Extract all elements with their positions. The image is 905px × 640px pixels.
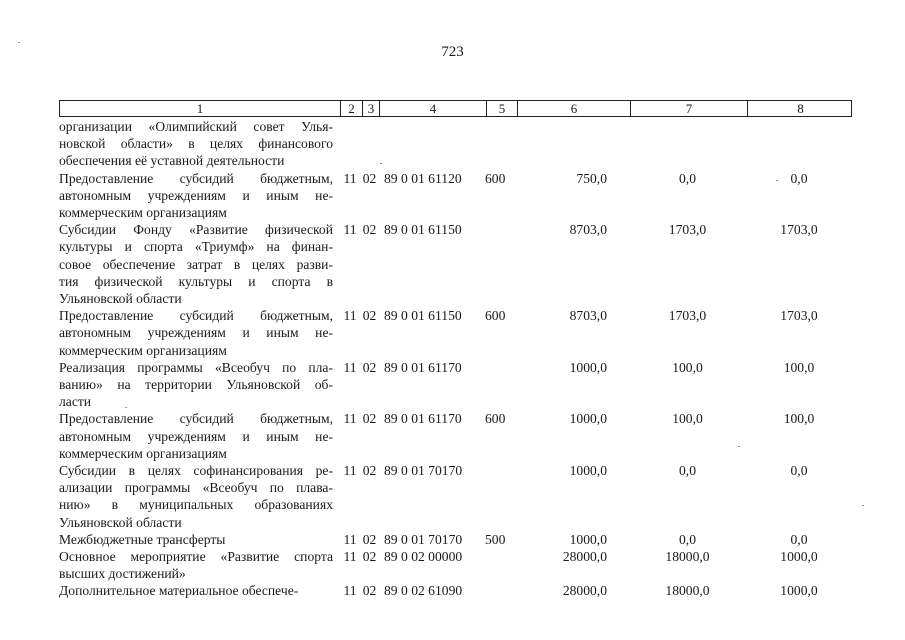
- table-body: [59, 117, 852, 600]
- cell-c2: 11: [343, 359, 357, 375]
- description-line: высших достижений»: [59, 566, 186, 582]
- cell-c7: 18000,0: [665, 549, 710, 565]
- cell-c7: 0,0: [679, 463, 696, 479]
- description-line: Реализация программы «Всеобуч по пла-: [59, 359, 333, 375]
- header-col-5: 5: [486, 101, 517, 116]
- header-col-4: 4: [379, 101, 486, 116]
- description-line: автономным учреждениям и иным не-: [59, 187, 333, 203]
- table-row: [59, 307, 852, 359]
- description-line: тия физической культуры и спорта в: [59, 273, 333, 289]
- cell-c5: 600: [485, 308, 506, 324]
- description-line: нию» в муниципальных образованиях: [59, 497, 333, 513]
- cell-c4: 89 0 01 70170: [384, 463, 463, 479]
- table-header: [59, 100, 852, 117]
- description-line: коммерческим организациям: [59, 342, 227, 358]
- description-line: коммерческим организациям: [59, 205, 227, 221]
- table-row: [59, 221, 852, 307]
- description-line: Субсидии Фонду «Развитие физической: [59, 222, 333, 238]
- cell-c3: [361, 118, 378, 170]
- row-description: [59, 170, 339, 222]
- description-line: ализации программы «Всеобуч по плава-: [59, 480, 333, 496]
- cell-c6: 8703,0: [569, 222, 607, 238]
- cell-c8: 1000,0: [780, 583, 818, 599]
- description-line: коммерческим организациям: [59, 445, 227, 461]
- header-col-6: 6: [517, 101, 630, 116]
- cell-c7: 1703,0: [668, 308, 707, 324]
- row-description: [59, 410, 339, 462]
- cell-c3: 02: [362, 583, 377, 599]
- cell-c4: 89 0 01 61150: [384, 308, 462, 324]
- description-line: Ульяновской области: [59, 291, 182, 307]
- cell-c8: 1703,0: [780, 308, 818, 324]
- cell-c3: 02: [362, 222, 377, 238]
- cell-c5: 600: [485, 411, 506, 427]
- header-col-1: 1: [196, 101, 204, 116]
- header-col-3: 3: [362, 101, 379, 116]
- cell-c6: 1000,0: [569, 463, 607, 479]
- row-description: [59, 359, 339, 411]
- row-description: [59, 462, 339, 531]
- cell-c2: [339, 118, 361, 170]
- table-row: [59, 462, 852, 531]
- cell-c6: 28000,0: [562, 549, 607, 565]
- row-description: [59, 531, 339, 548]
- cell-c7: 0,0: [679, 531, 696, 547]
- cell-c6: 1000,0: [569, 411, 607, 427]
- description-line: Субсидии в целях софинансирования ре-: [59, 463, 333, 479]
- cell-c6: 750,0: [576, 170, 607, 186]
- scan-speck: [380, 163, 382, 164]
- cell-c5: 500: [485, 531, 506, 547]
- cell-c2: 11: [343, 531, 357, 547]
- cell-c8: 1000,0: [780, 549, 818, 565]
- cell-c6: 28000,0: [562, 583, 607, 599]
- cell-c2: 11: [343, 170, 357, 186]
- cell-c3: 02: [362, 170, 377, 186]
- description-line: Ульяновской области: [59, 514, 182, 530]
- cell-c3: 02: [362, 549, 377, 565]
- cell-c4: 89 0 01 61150: [384, 222, 462, 238]
- table-row: [59, 531, 852, 548]
- cell-c4: [378, 118, 485, 170]
- scan-speck: [125, 407, 127, 408]
- cell-c7: 100,0: [672, 411, 703, 427]
- cell-c4: 89 0 02 61090: [384, 583, 463, 599]
- cell-c3: 02: [362, 411, 377, 427]
- description-line: Дополнительное материальное обеспече-: [59, 583, 299, 599]
- cell-c6: 1000,0: [569, 531, 607, 547]
- scan-speck: [862, 505, 864, 506]
- cell-c6: [516, 118, 629, 170]
- description-line: Предоставление субсидий бюджетным,: [59, 308, 333, 324]
- cell-c5: [485, 359, 516, 411]
- description-line: автономным учреждениям и иным не-: [59, 428, 333, 444]
- cell-c8: [746, 118, 852, 170]
- description-line: Предоставление субсидий бюджетным,: [59, 411, 333, 427]
- cell-c8: 100,0: [783, 411, 815, 427]
- cell-c7: 100,0: [672, 359, 703, 375]
- cell-c6: 1000,0: [569, 359, 607, 375]
- cell-c4: 89 0 02 00000: [384, 549, 463, 565]
- cell-c2: 11: [343, 411, 357, 427]
- cell-c4: 89 0 01 61120: [384, 170, 462, 186]
- cell-c4: 89 0 01 70170: [384, 531, 463, 547]
- description-line: Основное мероприятие «Развитие спорта: [59, 549, 333, 565]
- cell-c5: [485, 462, 516, 531]
- table-row: [59, 582, 852, 599]
- cell-c5: [485, 582, 516, 599]
- cell-c8: 0,0: [790, 170, 808, 186]
- cell-c2: 11: [343, 463, 357, 479]
- cell-c2: 11: [343, 308, 357, 324]
- scan-speck: [18, 42, 20, 43]
- description-line: Межбюджетные трансферты: [59, 531, 226, 547]
- cell-c7: 18000,0: [665, 583, 710, 599]
- table-row: [59, 410, 852, 462]
- cell-c5: 600: [485, 170, 506, 186]
- cell-c8: 1703,0: [780, 222, 818, 238]
- cell-c3: 02: [362, 463, 377, 479]
- description-line: совое обеспечение затрат в целях разви-: [59, 256, 333, 272]
- cell-c7: 1703,0: [668, 222, 707, 238]
- description-line: ванию» на территории Ульяновской об-: [59, 377, 333, 393]
- table-row: [59, 548, 852, 582]
- cell-c7: [629, 118, 746, 170]
- description-line: Предоставление субсидий бюджетным,: [59, 170, 333, 186]
- cell-c8: 0,0: [790, 463, 808, 479]
- cell-c5: [485, 118, 516, 170]
- table-row: [59, 359, 852, 411]
- cell-c2: 11: [343, 222, 357, 238]
- cell-c5: [485, 548, 516, 582]
- cell-c7: 0,0: [679, 170, 696, 186]
- row-description: [59, 221, 339, 307]
- cell-c6: 8703,0: [569, 308, 607, 324]
- description-line: организации «Олимпийский совет Улья-: [59, 119, 333, 134]
- description-line: автономным учреждениям и иным не-: [59, 325, 333, 341]
- scan-speck: [738, 446, 740, 447]
- description-line: ласти: [59, 394, 92, 410]
- description-line: новской области» в целях финансового: [59, 136, 333, 152]
- row-description: [59, 582, 339, 599]
- header-col-2: 2: [340, 101, 362, 116]
- description-line: культуры и спорта «Триумф» на финан-: [59, 239, 333, 255]
- row-description: [59, 307, 339, 359]
- page-number: 723: [441, 44, 464, 60]
- scan-speck: [776, 180, 778, 181]
- header-col-7: 7: [630, 101, 747, 116]
- row-description: [59, 118, 339, 170]
- description-line: обеспечения её уставной деятельности: [59, 153, 285, 169]
- cell-c3: 02: [362, 308, 377, 324]
- table-row: [59, 170, 852, 222]
- header-col-8: 8: [747, 101, 853, 116]
- cell-c3: 02: [362, 359, 377, 375]
- cell-c4: 89 0 01 61170: [384, 359, 462, 375]
- table-row: [59, 118, 852, 170]
- cell-c5: [485, 221, 516, 307]
- cell-c2: 11: [343, 583, 357, 599]
- cell-c8: 0,0: [790, 531, 808, 547]
- cell-c8: 100,0: [783, 359, 815, 375]
- cell-c2: 11: [343, 549, 357, 565]
- cell-c4: 89 0 01 61170: [384, 411, 462, 427]
- cell-c3: 02: [362, 531, 377, 547]
- row-description: [59, 548, 339, 582]
- budget-table: [59, 100, 852, 600]
